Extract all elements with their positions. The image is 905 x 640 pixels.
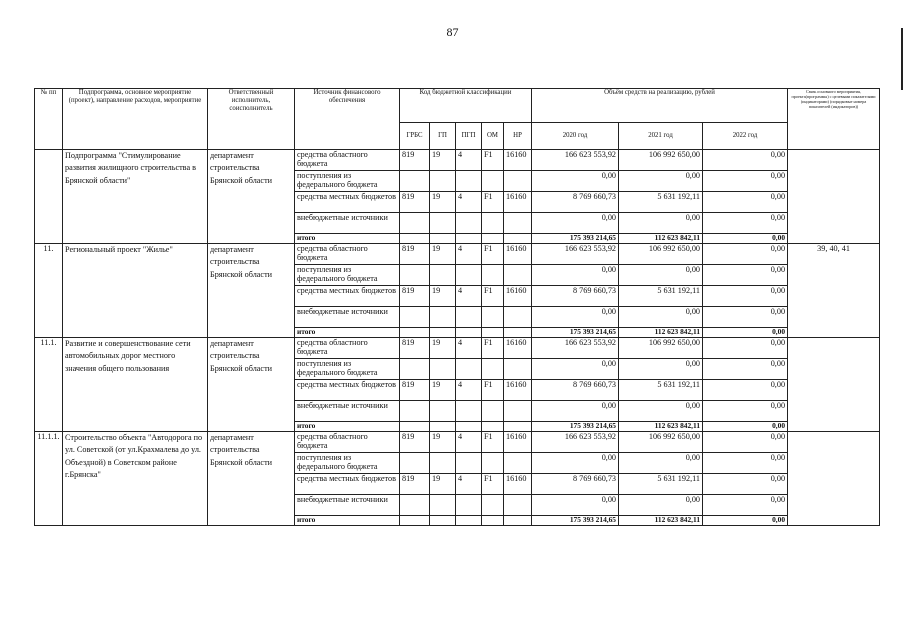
code-om: F1 <box>482 150 504 171</box>
row-number: 11. <box>35 244 63 338</box>
code-gp <box>430 328 456 338</box>
amount-2020: 8 769 660,73 <box>532 286 619 307</box>
amount-2022: 0,00 <box>703 474 788 495</box>
header-year-2022: 2022 год <box>703 123 788 150</box>
amount-2022: 0,00 <box>703 307 788 328</box>
code-grbs: 819 <box>400 192 430 213</box>
code-grbs <box>400 516 430 526</box>
code-grbs: 819 <box>400 150 430 171</box>
responsible-executor: департамент строительства Брянской области <box>208 244 295 338</box>
code-nr: 16160 <box>504 150 532 171</box>
amount-2021: 0,00 <box>619 495 703 516</box>
code-gp <box>430 234 456 244</box>
code-pgp <box>456 401 482 422</box>
program-name: Развитие и совершенствование сети автомобильных дорог местного значения общего пользования <box>63 338 208 432</box>
row-number: 11.1. <box>35 338 63 432</box>
code-pgp <box>456 234 482 244</box>
code-grbs <box>400 265 430 286</box>
amount-2021: 106 992 650,00 <box>619 244 703 265</box>
code-grbs <box>400 401 430 422</box>
amount-2020: 175 393 214,65 <box>532 234 619 244</box>
code-gp <box>430 422 456 432</box>
amount-2020: 0,00 <box>532 265 619 286</box>
amount-2021: 0,00 <box>619 265 703 286</box>
amount-2021: 112 623 842,11 <box>619 328 703 338</box>
header-code-pgp: ПГП <box>456 123 482 150</box>
code-grbs: 819 <box>400 432 430 453</box>
code-nr: 16160 <box>504 286 532 307</box>
funding-source: поступления из федерального бюджета <box>295 453 400 474</box>
amount-2021: 5 631 192,11 <box>619 380 703 401</box>
indicator-link <box>788 338 880 432</box>
code-nr <box>504 213 532 234</box>
amount-2020: 166 623 553,92 <box>532 338 619 359</box>
page-edge-mark <box>901 28 903 90</box>
code-nr <box>504 265 532 286</box>
funding-source: внебюджетные источники <box>295 213 400 234</box>
code-nr: 16160 <box>504 338 532 359</box>
code-om: F1 <box>482 244 504 265</box>
code-gp: 19 <box>430 150 456 171</box>
amount-2022: 0,00 <box>703 422 788 432</box>
code-pgp: 4 <box>456 380 482 401</box>
code-nr: 16160 <box>504 380 532 401</box>
code-grbs: 819 <box>400 338 430 359</box>
amount-2020: 8 769 660,73 <box>532 192 619 213</box>
row-number: 11.1.1. <box>35 432 63 526</box>
amount-2022: 0,00 <box>703 234 788 244</box>
code-om: F1 <box>482 432 504 453</box>
code-grbs <box>400 234 430 244</box>
program-name: Строительство объекта "Автодорога по ул. Советской (от ул.Крахмалева до ул. Объездной) в Советском районе г.Брянска" <box>63 432 208 526</box>
funding-source: поступления из федерального бюджета <box>295 265 400 286</box>
funding-source: средства местных бюджетов <box>295 380 400 401</box>
table-row <box>35 338 880 359</box>
amount-2020: 0,00 <box>532 171 619 192</box>
amount-2020: 0,00 <box>532 359 619 380</box>
amount-2020: 166 623 553,92 <box>532 432 619 453</box>
code-gp: 19 <box>430 338 456 359</box>
funding-source: поступления из федерального бюджета <box>295 359 400 380</box>
indicator-link <box>788 150 880 244</box>
amount-2021: 112 623 842,11 <box>619 422 703 432</box>
code-om: F1 <box>482 286 504 307</box>
header-link: Связь основного мероприятия, проекта(программы) с целевыми показателями (индикаторами) (порядковые номера показателей (индикаторов)) <box>788 89 880 150</box>
code-grbs <box>400 213 430 234</box>
code-pgp: 4 <box>456 432 482 453</box>
code-pgp <box>456 495 482 516</box>
funding-source: внебюджетные источники <box>295 401 400 422</box>
code-gp <box>430 307 456 328</box>
amount-2022: 0,00 <box>703 213 788 234</box>
code-pgp <box>456 171 482 192</box>
amount-2021: 112 623 842,11 <box>619 516 703 526</box>
funding-source: внебюджетные источники <box>295 495 400 516</box>
funding-source: поступления из федерального бюджета <box>295 171 400 192</box>
header-code-grbs: ГРБС <box>400 123 430 150</box>
code-nr <box>504 307 532 328</box>
code-nr <box>504 328 532 338</box>
code-om <box>482 453 504 474</box>
amount-2021: 0,00 <box>619 171 703 192</box>
funding-source: средства областного бюджета <box>295 432 400 453</box>
table-row <box>35 150 880 171</box>
code-pgp: 4 <box>456 338 482 359</box>
code-om: F1 <box>482 380 504 401</box>
header-code-nr: НР <box>504 123 532 150</box>
code-om <box>482 307 504 328</box>
code-grbs <box>400 422 430 432</box>
code-gp <box>430 516 456 526</box>
funding-source: итого <box>295 328 400 338</box>
code-om <box>482 265 504 286</box>
header-volume: Объём средств на реализацию, рублей <box>532 89 788 123</box>
funding-source: итого <box>295 422 400 432</box>
code-om <box>482 328 504 338</box>
code-grbs <box>400 495 430 516</box>
amount-2020: 166 623 553,92 <box>532 244 619 265</box>
code-grbs: 819 <box>400 380 430 401</box>
code-nr <box>504 234 532 244</box>
code-grbs <box>400 359 430 380</box>
amount-2022: 0,00 <box>703 244 788 265</box>
header-responsible: Ответственный исполнитель, соисполнитель <box>208 89 295 150</box>
amount-2020: 166 623 553,92 <box>532 150 619 171</box>
funding-source: итого <box>295 516 400 526</box>
code-gp: 19 <box>430 192 456 213</box>
amount-2021: 5 631 192,11 <box>619 286 703 307</box>
code-pgp <box>456 265 482 286</box>
header-program: Подпрограмма, основное мероприятие (проект), направление расходов, мероприятие <box>63 89 208 150</box>
code-grbs: 819 <box>400 286 430 307</box>
code-nr: 16160 <box>504 432 532 453</box>
code-pgp <box>456 213 482 234</box>
code-om: F1 <box>482 338 504 359</box>
amount-2022: 0,00 <box>703 453 788 474</box>
code-gp <box>430 453 456 474</box>
code-gp: 19 <box>430 432 456 453</box>
code-nr <box>504 453 532 474</box>
amount-2020: 175 393 214,65 <box>532 328 619 338</box>
funding-source: средства местных бюджетов <box>295 192 400 213</box>
code-nr <box>504 422 532 432</box>
code-om <box>482 171 504 192</box>
amount-2022: 0,00 <box>703 495 788 516</box>
funding-source: внебюджетные источники <box>295 307 400 328</box>
amount-2021: 0,00 <box>619 401 703 422</box>
header-year-2021: 2021 год <box>619 123 703 150</box>
code-pgp: 4 <box>456 474 482 495</box>
code-om: F1 <box>482 474 504 495</box>
funding-source: средства областного бюджета <box>295 150 400 171</box>
page-number: 87 <box>446 25 459 39</box>
funding-source: итого <box>295 234 400 244</box>
code-gp <box>430 265 456 286</box>
program-name: Региональный проект "Жилье" <box>63 244 208 338</box>
amount-2021: 0,00 <box>619 307 703 328</box>
code-nr: 16160 <box>504 192 532 213</box>
code-pgp <box>456 359 482 380</box>
table-row <box>35 244 880 265</box>
responsible-executor: департамент строительства Брянской области <box>208 338 295 432</box>
code-om: F1 <box>482 192 504 213</box>
code-grbs <box>400 171 430 192</box>
code-pgp: 4 <box>456 286 482 307</box>
code-gp <box>430 359 456 380</box>
code-gp <box>430 171 456 192</box>
code-om <box>482 516 504 526</box>
amount-2020: 0,00 <box>532 213 619 234</box>
code-nr <box>504 359 532 380</box>
amount-2022: 0,00 <box>703 380 788 401</box>
code-pgp <box>456 422 482 432</box>
code-om <box>482 359 504 380</box>
amount-2022: 0,00 <box>703 150 788 171</box>
code-pgp: 4 <box>456 244 482 265</box>
amount-2022: 0,00 <box>703 286 788 307</box>
code-nr: 16160 <box>504 244 532 265</box>
amount-2022: 0,00 <box>703 265 788 286</box>
table-header <box>35 89 880 150</box>
table-body <box>35 150 880 526</box>
code-pgp <box>456 453 482 474</box>
table-row <box>35 432 880 453</box>
amount-2021: 106 992 650,00 <box>619 150 703 171</box>
header-num: № пп <box>35 89 63 150</box>
amount-2021: 112 623 842,11 <box>619 234 703 244</box>
code-gp: 19 <box>430 474 456 495</box>
responsible-executor: департамент строительства Брянской области <box>208 432 295 526</box>
code-gp: 19 <box>430 380 456 401</box>
amount-2020: 0,00 <box>532 307 619 328</box>
amount-2022: 0,00 <box>703 359 788 380</box>
amount-2021: 0,00 <box>619 213 703 234</box>
amount-2020: 0,00 <box>532 401 619 422</box>
amount-2022: 0,00 <box>703 171 788 192</box>
amount-2021: 106 992 650,00 <box>619 432 703 453</box>
funding-source: средства местных бюджетов <box>295 474 400 495</box>
header-budget-codes: Код бюджетной классификации <box>400 89 532 123</box>
row-number <box>35 150 63 244</box>
amount-2021: 5 631 192,11 <box>619 192 703 213</box>
amount-2021: 0,00 <box>619 453 703 474</box>
code-om <box>482 401 504 422</box>
header-year-2020: 2020 год <box>532 123 619 150</box>
code-pgp <box>456 516 482 526</box>
code-nr <box>504 401 532 422</box>
amount-2021: 0,00 <box>619 359 703 380</box>
amount-2020: 0,00 <box>532 495 619 516</box>
funding-source: средства местных бюджетов <box>295 286 400 307</box>
funding-source: средства областного бюджета <box>295 244 400 265</box>
code-om <box>482 422 504 432</box>
code-pgp <box>456 307 482 328</box>
code-gp <box>430 213 456 234</box>
program-name: Подпрограмма "Стимулирование развития жилищного строительства в Брянской области" <box>63 150 208 244</box>
code-nr <box>504 516 532 526</box>
code-pgp <box>456 328 482 338</box>
amount-2021: 106 992 650,00 <box>619 338 703 359</box>
header-code-om: ОМ <box>482 123 504 150</box>
amount-2022: 0,00 <box>703 401 788 422</box>
code-gp <box>430 401 456 422</box>
code-gp: 19 <box>430 286 456 307</box>
amount-2020: 0,00 <box>532 453 619 474</box>
code-pgp: 4 <box>456 150 482 171</box>
code-pgp: 4 <box>456 192 482 213</box>
amount-2022: 0,00 <box>703 328 788 338</box>
amount-2020: 175 393 214,65 <box>532 422 619 432</box>
code-om <box>482 213 504 234</box>
amount-2021: 5 631 192,11 <box>619 474 703 495</box>
budget-table <box>34 88 880 526</box>
code-nr: 16160 <box>504 474 532 495</box>
code-gp: 19 <box>430 244 456 265</box>
header-code-gp: ГП <box>430 123 456 150</box>
code-grbs: 819 <box>400 244 430 265</box>
responsible-executor: департамент строительства Брянской области <box>208 150 295 244</box>
header-source: Источник финансового обеспечения <box>295 89 400 150</box>
indicator-link <box>788 432 880 526</box>
code-nr <box>504 495 532 516</box>
code-om <box>482 495 504 516</box>
code-om <box>482 234 504 244</box>
amount-2020: 175 393 214,65 <box>532 516 619 526</box>
amount-2022: 0,00 <box>703 432 788 453</box>
amount-2022: 0,00 <box>703 338 788 359</box>
amount-2020: 8 769 660,73 <box>532 474 619 495</box>
amount-2020: 8 769 660,73 <box>532 380 619 401</box>
indicator-link: 39, 40, 41 <box>788 244 880 338</box>
funding-source: средства областного бюджета <box>295 338 400 359</box>
amount-2022: 0,00 <box>703 192 788 213</box>
code-nr <box>504 171 532 192</box>
code-gp <box>430 495 456 516</box>
code-grbs <box>400 453 430 474</box>
code-grbs: 819 <box>400 474 430 495</box>
code-grbs <box>400 307 430 328</box>
code-grbs <box>400 328 430 338</box>
amount-2022: 0,00 <box>703 516 788 526</box>
